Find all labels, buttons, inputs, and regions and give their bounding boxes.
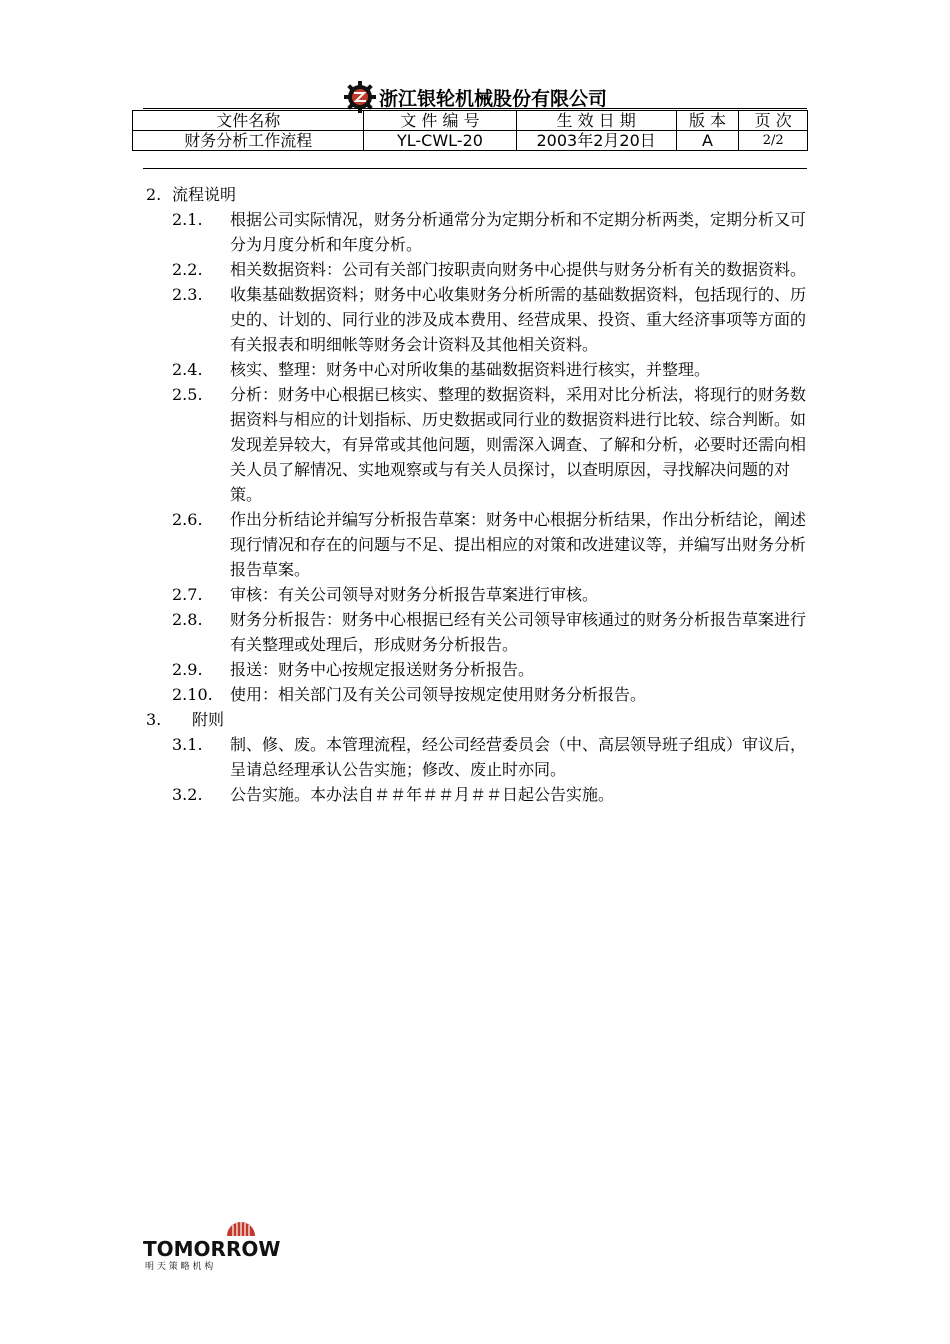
item-number: 2.2.	[172, 260, 203, 279]
value-file-name: 财务分析工作流程	[133, 131, 364, 151]
list-item	[0, 282, 950, 357]
item-text: 分析：财务中心根据已核实、整理的数据资料，采用对比分析法，将现行的财务数据资料与相应的计划指标、历史数据或同行业的数据资料进行比较、综合判断。如发现差异较大，有异常或其他问题，则需深入调查、了解和分析，必要时还需向相关人员了解情况、实地观察或与有关人员探讨，以查明原因，寻找解决问题的对策。	[230, 385, 807, 504]
section-heading	[0, 707, 950, 732]
label-effective-date: 生 效 日 期	[516, 111, 676, 131]
table-header-row	[133, 111, 808, 131]
company-name: 浙江银轮机械股份有限公司	[378, 87, 607, 110]
label-page: 页 次	[739, 111, 808, 131]
item-text: 财务分析报告：财务中心根据已经有关公司领导审核通过的财务分析报告草案进行有关整理或处理后，形成财务分析报告。	[230, 610, 807, 654]
section-heading	[0, 182, 950, 207]
item-text: 审核：有关公司领导对财务分析报告草案进行审核。	[230, 585, 599, 604]
item-text: 公告实施。本办法自＃＃年＃＃月＃＃日起公告实施。	[230, 785, 615, 804]
item-number: 3.1.	[172, 735, 203, 754]
list-item	[0, 257, 950, 282]
item-number: 2.10.	[172, 685, 213, 704]
item-number: 3.2.	[172, 785, 203, 804]
item-number: 2.4.	[172, 360, 203, 379]
list-item	[0, 607, 950, 657]
item-text: 收集基础数据资料；财务中心收集财务分析所需的基础数据资料，包括现行的、历史的、计划的、同行业的涉及成本费用、经营成果、投资、重大经济事项等方面的有关报表和明细帐等财务会计资料及其他相关资料。	[230, 285, 807, 354]
item-number: 2.1.	[172, 210, 203, 229]
value-effective-date: 2003年2月20日	[516, 131, 676, 151]
value-version: A	[676, 131, 739, 151]
item-text: 制、修、废。本管理流程，经公司经营委员会（中、高层领导班子组成）审议后，呈请总经理承认公告实施；修改、废止时亦同。	[230, 735, 807, 779]
list-item	[0, 382, 950, 507]
table-value-row	[133, 131, 808, 151]
tomorrow-logo-icon	[143, 1214, 303, 1270]
item-number: 2.6.	[172, 510, 203, 529]
item-number: 2.7.	[172, 585, 203, 604]
header-rule-top	[143, 108, 807, 109]
list-item	[0, 582, 950, 607]
list-item	[0, 657, 950, 682]
list-item	[0, 732, 950, 782]
section-number: 2.	[146, 185, 162, 204]
document-body	[0, 182, 950, 807]
header-rule-bottom	[143, 168, 807, 169]
value-page: 2/2	[739, 131, 808, 151]
item-text: 报送：财务中心按规定报送财务分析报告。	[230, 660, 535, 679]
item-number: 2.9.	[172, 660, 203, 679]
item-text: 核实、整理：财务中心对所收集的基础数据资料进行核实，并整理。	[230, 360, 711, 379]
item-text: 相关数据资料：公司有关部门按职责向财务中心提供与财务分析有关的数据资料。	[230, 260, 807, 279]
item-text: 根据公司实际情况，财务分析通常分为定期分析和不定期分析两类，定期分析又可分为月度分析和年度分析。	[230, 210, 807, 254]
label-file-number: 文 件 编 号	[364, 111, 516, 131]
item-number: 2.3.	[172, 285, 203, 304]
list-item	[0, 507, 950, 582]
section-title: 附则	[192, 710, 225, 729]
list-item	[0, 207, 950, 257]
item-number: 2.5.	[172, 385, 203, 404]
item-text: 作出分析结论并编写分析报告草案：财务中心根据分析结果，作出分析结论，阐述现行情况和存在的问题与不足、提出相应的对策和改进建议等，并编写出财务分析报告草案。	[230, 510, 807, 579]
document-info-table	[132, 110, 808, 151]
label-version: 版 本	[676, 111, 739, 131]
list-item	[0, 357, 950, 382]
item-text: 使用：相关部门及有关公司领导按规定使用财务分析报告。	[230, 685, 647, 704]
label-file-name: 文件名称	[133, 111, 364, 131]
list-item	[0, 682, 950, 707]
section-number: 3.	[146, 710, 162, 729]
item-number: 2.8.	[172, 610, 203, 629]
logo-subtext: 明 天 策 略 机 构	[145, 1262, 214, 1270]
logo-wordmark: TOMORROW	[143, 1237, 281, 1261]
value-file-number: YL-CWL-20	[364, 131, 516, 151]
list-item	[0, 782, 950, 807]
section-title: 流程说明	[172, 185, 237, 204]
